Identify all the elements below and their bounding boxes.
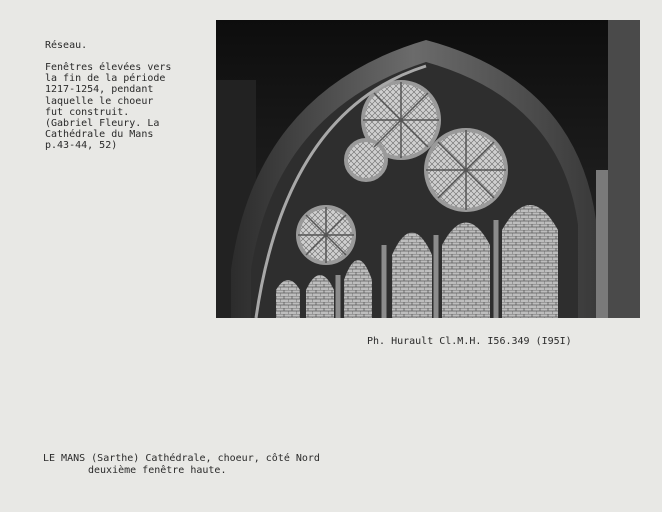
record-heading: Réseau. <box>45 40 88 51</box>
note-line: p.43-44, 52) <box>45 140 118 152</box>
note-line: (Gabriel Fleury. La <box>45 118 160 130</box>
note-line: Fenêtres élevées vers <box>45 62 172 73</box>
window-tracery-image <box>216 20 640 318</box>
note-line: laquelle le choeur <box>45 95 154 107</box>
note-line: la fin de la période <box>45 73 166 85</box>
photo-credit: Ph. Hurault Cl.M.H. I56.349 (I95I) <box>367 336 572 347</box>
photo-caption <box>43 453 320 477</box>
note-line: Cathédrale du Mans <box>45 129 154 141</box>
caption-line: deuxième fenêtre haute. <box>88 465 227 476</box>
caption-line: LE MANS (Sarthe) Cathédrale, choeur, côté Nord <box>43 453 320 464</box>
note-line: fut construit. <box>45 106 130 118</box>
note-line: 1217-1254, pendant <box>45 84 154 96</box>
record-note <box>45 62 195 152</box>
cathedral-window-photo <box>216 20 640 318</box>
